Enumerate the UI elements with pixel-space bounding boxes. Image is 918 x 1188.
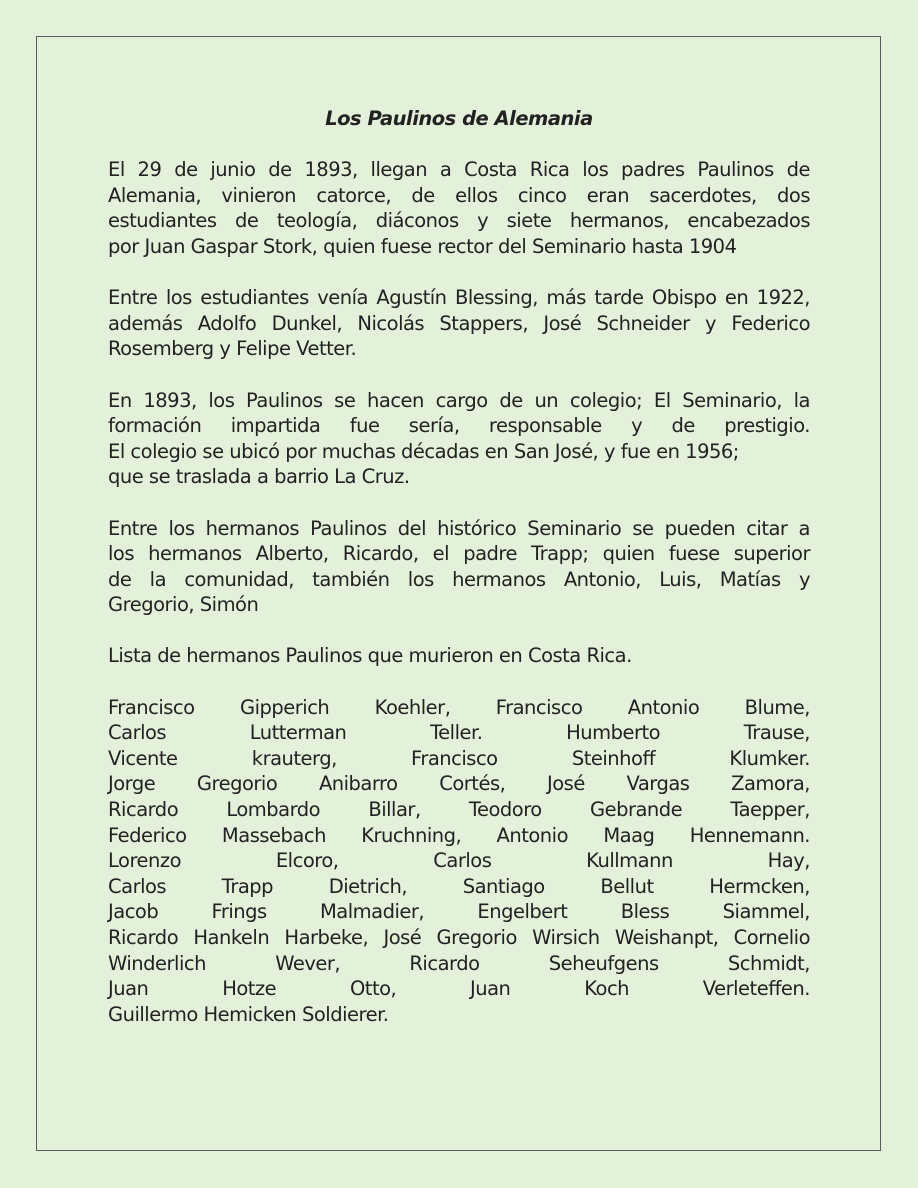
text-line: Guillermo Hemicken Soldierer. — [108, 1002, 389, 1026]
text-line: Federico Massebach Kruchning, Antonio Maag Hennemann. — [108, 823, 810, 847]
text-line: Ricardo Hankeln Harbeke, José Gregorio Wirsich Weishanpt, Cornelio — [108, 926, 810, 949]
text-line: Francisco Gipperich Koehler, Francisco Antonio Blume, — [108, 695, 810, 719]
paragraph-students — [108, 285, 810, 362]
text-line: de la comunidad, también los hermanos Antonio, Luis, Matías y — [108, 567, 810, 591]
text-line: formación impartida fue sería, responsable y de prestigio. — [108, 414, 810, 438]
paragraph-brothers — [108, 516, 810, 618]
paragraph-arrival — [108, 157, 810, 259]
text-line: por Juan Gaspar Stork, quien fuese rector del Seminario hasta 1904 — [108, 234, 737, 258]
text-line: Carlos Trapp Dietrich, Santiago Bellut Hermcken, — [108, 874, 810, 898]
document-title: Los Paulinos de Alemania — [325, 107, 593, 130]
text-line: Rosemberg y Felipe Vetter. — [108, 337, 357, 361]
text-line: El colegio se ubicó por muchas décadas en San José, y fue en 1956; — [108, 439, 739, 463]
text-line: Jorge Gregorio Anibarro Cortés, José Vargas Zamora, — [108, 772, 810, 796]
text-line: Ricardo Lombardo Billar, Teodoro Gebrande Taepper, — [108, 798, 810, 822]
paragraph-college — [108, 388, 810, 490]
text-line: Carlos Lutterman Teller. Humberto Trause, — [108, 721, 810, 745]
text-line: Entre los estudiantes venía Agustín Blessing, más tarde Obispo en 1922, — [108, 286, 810, 310]
paragraph-list-heading — [108, 643, 810, 669]
text-line: Lista de hermanos Paulinos que murieron en Costa Rica. — [108, 644, 632, 668]
text-line: estudiantes de teología, diáconos y siete hermanos, encabezados — [108, 209, 810, 233]
text-line: Winderlich Wever, Ricardo Seheufgens Schmidt, — [108, 951, 810, 975]
text-line: En 1893, los Paulinos se hacen cargo de un colegio; El Seminario, la — [108, 388, 810, 412]
text-line: que se traslada a barrio La Cruz. — [108, 465, 410, 489]
text-line: Lorenzo Elcoro, Carlos Kullmann Hay, — [108, 849, 810, 873]
text-line: Gregorio, Simón — [108, 593, 259, 617]
document-body — [108, 106, 810, 1027]
text-line: Vicente krauterg, Francisco Steinhoff Klumker. — [108, 746, 810, 770]
text-line: los hermanos Alberto, Ricardo, el padre Trapp; quien fuese superior — [108, 542, 810, 566]
text-line: El 29 de junio de 1893, llegan a Costa Rica los padres Paulinos de — [108, 158, 810, 182]
text-line: Alemania, vinieron catorce, de ellos cinco eran sacerdotes, dos — [108, 183, 810, 207]
paragraph-names-list — [108, 695, 810, 1028]
text-line: además Adolfo Dunkel, Nicolás Stappers, José Schneider y Federico — [108, 311, 810, 335]
text-line: Juan Hotze Otto, Juan Koch Verleteffen. — [108, 977, 810, 1001]
text-line: Jacob Frings Malmadier, Engelbert Bless Siammel, — [108, 900, 810, 924]
text-line: Entre los hermanos Paulinos del histórico Seminario se pueden citar a — [108, 516, 810, 540]
